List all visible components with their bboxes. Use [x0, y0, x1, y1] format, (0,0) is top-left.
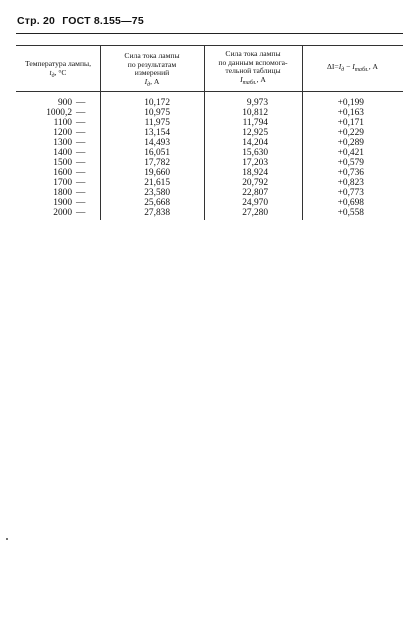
- difference-cell: +0,579: [337, 158, 364, 168]
- dash-cell: —: [76, 178, 86, 188]
- difference-cell: +0,773: [337, 188, 364, 198]
- header-measured-symbol: $I_д$, А: [144, 76, 160, 88]
- temperature-cell: 1900: [53, 198, 72, 208]
- header-table-line-2: по данным вспомога-: [218, 57, 288, 67]
- temperature-cell: 1400: [53, 148, 72, 158]
- dash-cell: —: [76, 108, 86, 118]
- measured-current-cell: 11,975: [144, 118, 170, 128]
- measured-current-cell: 17,782: [144, 158, 170, 168]
- header-temperature-label: Температура лампы,: [24, 59, 92, 68]
- measured-current-cell: 21,615: [144, 178, 170, 188]
- dash-cell: —: [76, 188, 86, 198]
- header-temperature: [16, 60, 100, 80]
- header-measured-line-3: измерений: [134, 68, 170, 78]
- difference-cell: +0,163: [337, 108, 364, 118]
- dash-cell: —: [76, 98, 86, 108]
- dash-cell: —: [76, 128, 86, 138]
- temperature-cell: 1300: [53, 138, 72, 148]
- measured-current-cell: 25,668: [144, 198, 170, 208]
- table-current-cell: 9,973: [246, 98, 268, 108]
- header-rule: [16, 33, 403, 34]
- table-current-cell: 11,794: [242, 118, 268, 128]
- temperature-cell: 2000: [53, 208, 72, 218]
- measured-current-cell: 13,154: [144, 128, 170, 138]
- table-current-cell: 20,792: [242, 178, 268, 188]
- dash-cell: —: [76, 138, 86, 148]
- table-current-cell: 17,203: [242, 158, 268, 168]
- difference-cell: +0,823: [337, 178, 364, 188]
- measured-current-cell: 10,975: [144, 108, 170, 118]
- temperature-cell: 1700: [53, 178, 72, 188]
- table-current-column: [204, 98, 268, 218]
- header-difference-formula: $\Delta I=I_д - I_{табл.}$, А: [327, 62, 378, 73]
- header-table-symbol: $I_{табл.}$, А: [240, 74, 266, 86]
- standard-designation: ГОСТ 8.155—75: [62, 15, 144, 27]
- difference-cell: +0,558: [337, 208, 364, 218]
- dash-cell: —: [76, 168, 86, 178]
- difference-cell: +0,698: [337, 198, 364, 208]
- table-current-cell: 10,812: [242, 108, 268, 118]
- temperature-cell: 1600: [53, 168, 72, 178]
- dash-cell: —: [76, 148, 86, 158]
- difference-cell: +0,199: [337, 98, 364, 108]
- table-current-cell: 15,630: [242, 148, 268, 158]
- table-current-cell: 12,925: [242, 128, 268, 138]
- measured-current-column: [110, 98, 170, 218]
- dash-cell: —: [76, 208, 86, 218]
- temperature-cell: 1100: [53, 118, 72, 128]
- measured-current-cell: 10,172: [144, 98, 170, 108]
- temperature-column: [46, 98, 72, 218]
- difference-cell: +0,171: [337, 118, 364, 128]
- difference-cell: +0,736: [337, 168, 364, 178]
- difference-cell: +0,289: [337, 138, 364, 148]
- dash-column: [76, 98, 92, 218]
- difference-cell: +0,229: [337, 128, 364, 138]
- header-difference: [302, 63, 403, 75]
- page-header: [17, 15, 144, 27]
- temperature-cell: 1200: [53, 128, 72, 138]
- difference-cell: +0,421: [337, 148, 364, 158]
- dash-cell: —: [76, 198, 86, 208]
- page-number: Стр. 20: [17, 15, 56, 27]
- measured-current-cell: 27,838: [144, 208, 170, 218]
- table-current-cell: 14,204: [242, 138, 268, 148]
- header-temperature-symbol: $t_д$, °С: [49, 67, 67, 79]
- dash-cell: —: [76, 118, 86, 128]
- temperature-cell: 1000,2: [46, 108, 72, 118]
- temperature-cell: 900: [57, 98, 72, 108]
- table-current-cell: 27,280: [242, 208, 268, 218]
- table-current-cell: 24,970: [242, 198, 268, 208]
- header-measured-line-2: по результатам: [127, 59, 177, 69]
- temperature-cell: 1800: [53, 188, 72, 198]
- header-table-current: [204, 50, 302, 87]
- table-header-rule: [16, 91, 403, 92]
- table-current-cell: 22,807: [242, 188, 268, 198]
- header-measured-current: [100, 52, 204, 89]
- measured-current-cell: 16,051: [144, 148, 170, 158]
- measured-current-cell: 23,580: [144, 188, 170, 198]
- table-top-rule: [16, 45, 403, 46]
- measured-current-cell: 14,493: [144, 138, 170, 148]
- header-measured-line-1: Сила тока лампы: [124, 51, 180, 60]
- table-current-cell: 18,924: [242, 168, 268, 178]
- difference-column: [310, 98, 364, 218]
- stray-mark: [6, 538, 8, 540]
- header-table-line-3: тельной таблицы: [225, 66, 281, 76]
- temperature-cell: 1500: [53, 158, 72, 168]
- header-table-line-1: Сила тока лампы: [225, 49, 281, 58]
- measured-current-cell: 19,660: [144, 168, 170, 178]
- dash-cell: —: [76, 158, 86, 168]
